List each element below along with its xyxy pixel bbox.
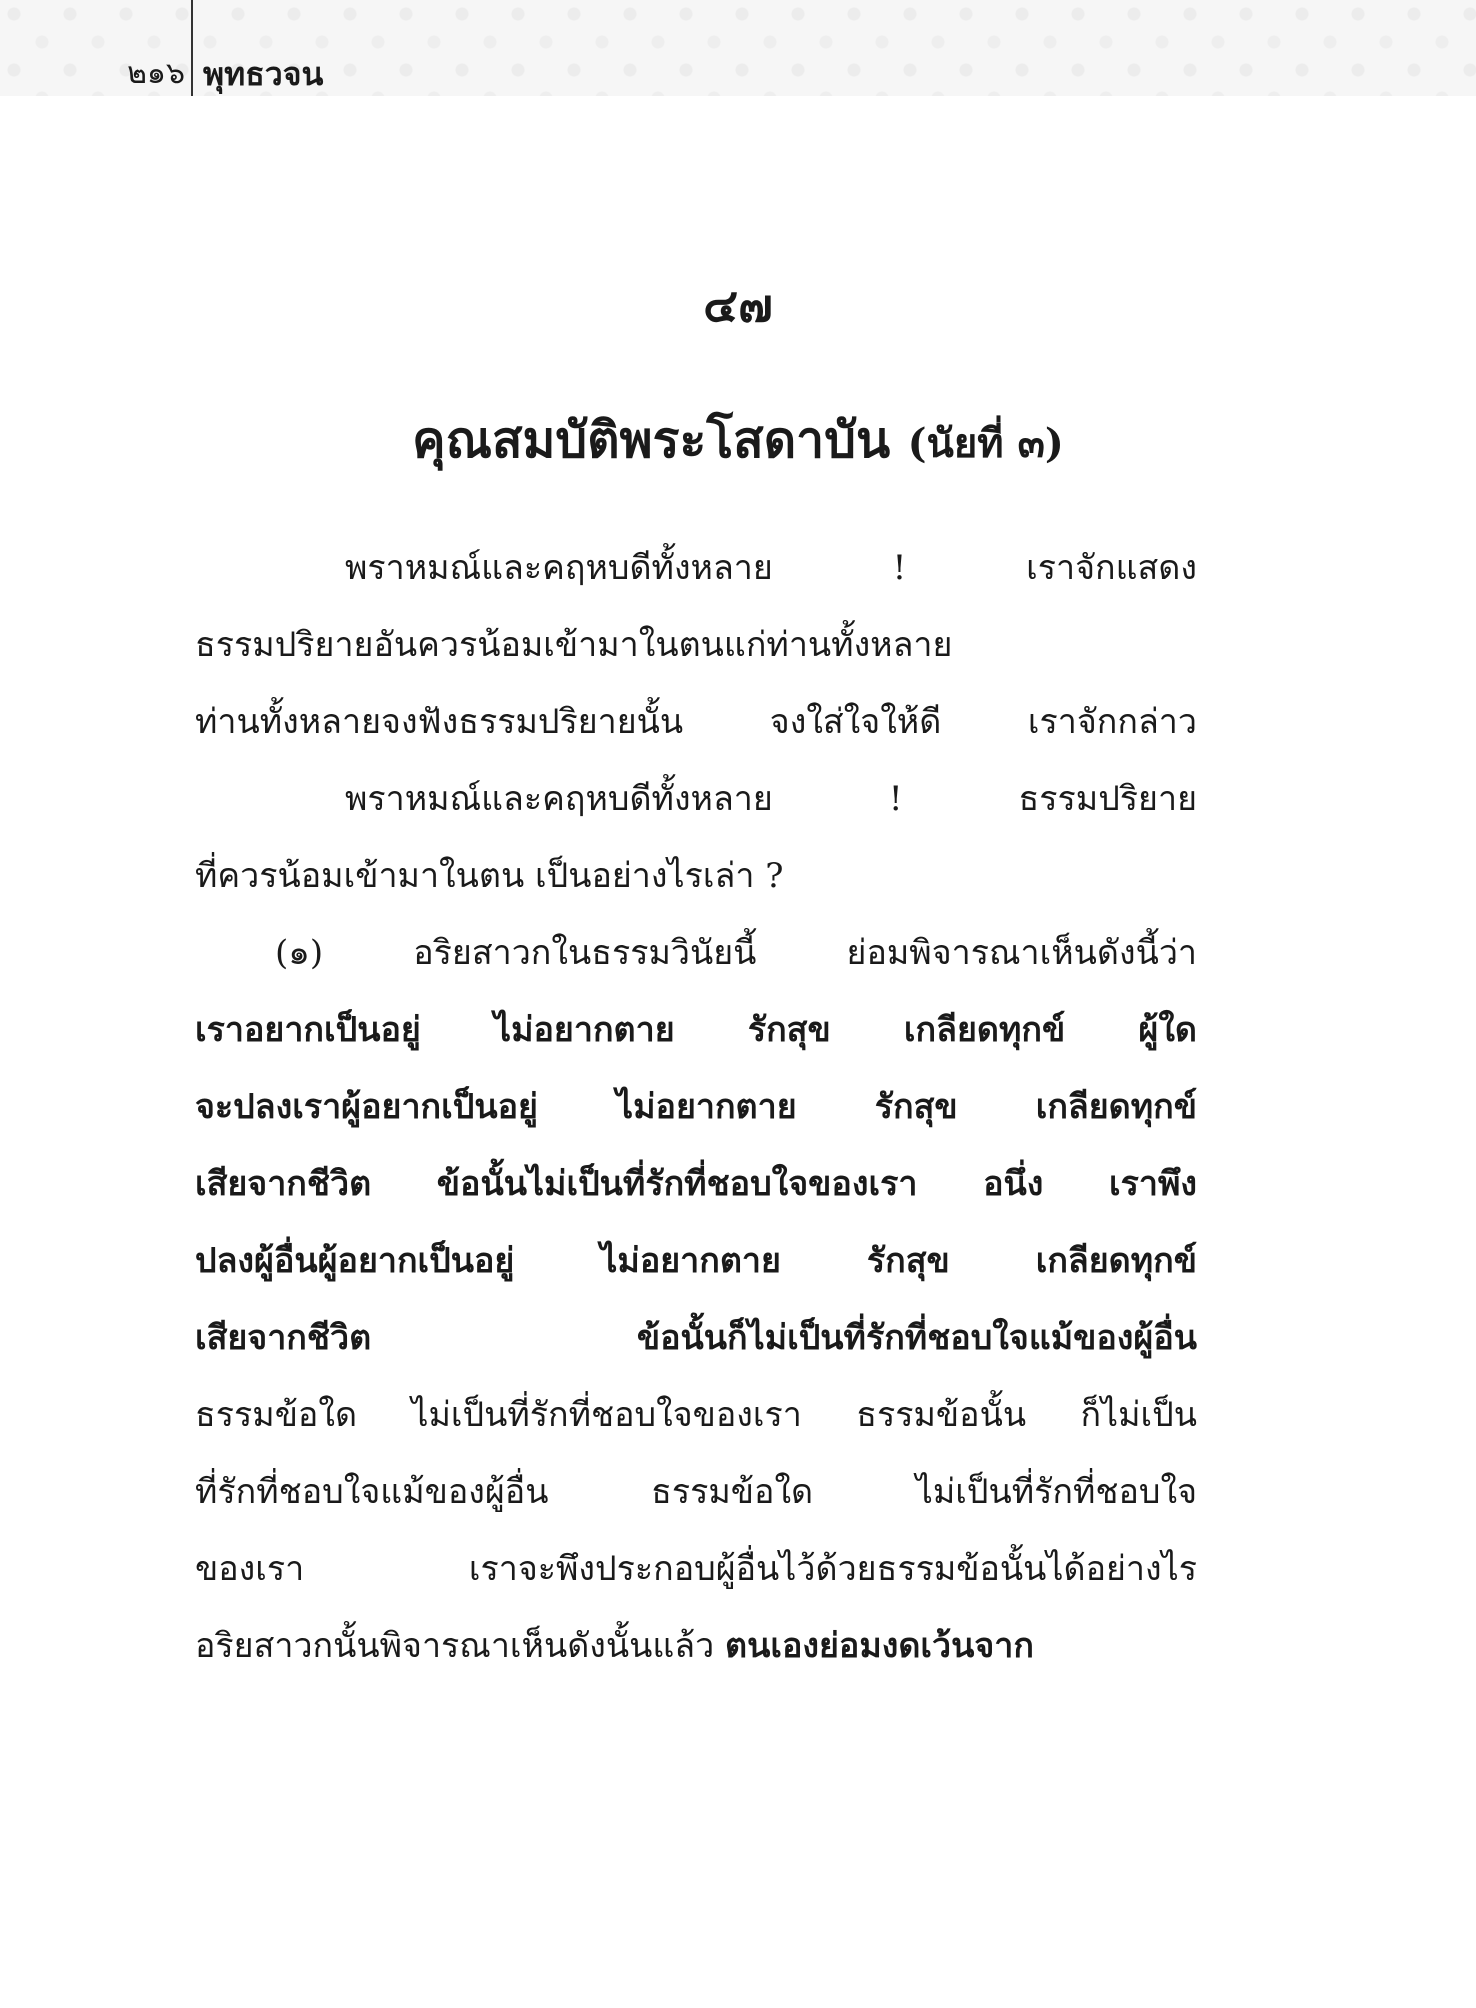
text-line: ของเรา เราจะพึงประกอบผู้อื่นไว้ด้วยธรรมข้อนั้นได้อย่างไร	[195, 1549, 1197, 1589]
text-line: ท่านทั้งหลายจงฟังธรรมปริยายนั้น จงใส่ใจให้ดี เราจักกล่าว	[195, 702, 1197, 742]
chapter-title-main: คุณสมบัติพระโสดาบัน	[412, 410, 891, 469]
text-line: ธรรมข้อใด ไม่เป็นที่รักที่ชอบใจของเรา ธรรมข้อนั้น ก็ไม่เป็น	[195, 1395, 1197, 1435]
body-text	[195, 530, 1197, 1685]
text-line: พราหมณ์และคฤหบดีทั้งหลาย ! เราจักแสดง	[345, 548, 1197, 588]
page-number: ๒๑๖	[127, 56, 185, 91]
text-line-bold: ตนเองย่อมงดเว้นจาก	[725, 1626, 1034, 1666]
text-line: ที่ควรน้อมเข้ามาในตน เป็นอย่างไรเล่า ?	[195, 856, 784, 896]
chapter-title-subtitle: (นัยที่ ๓)	[907, 420, 1064, 467]
chapter-number: ๔๗	[703, 278, 773, 332]
text-line: เสียจากชีวิต ข้อนั้นก็ไม่เป็นที่รักที่ชอบใจแม้ของผู้อื่น	[195, 1318, 1197, 1358]
text-line: ปลงผู้อื่นผู้อยากเป็นอยู่ ไม่อยากตาย รักสุข เกลียดทุกข์	[195, 1241, 1197, 1281]
text-line: (๑) อริยสาวกในธรรมวินัยนี้ ย่อมพิจารณาเห็นดังนี้ว่า	[275, 933, 1197, 973]
running-title: พุทธวจน	[203, 55, 324, 93]
text-line: จะปลงเราผู้อยากเป็นอยู่ ไม่อยากตาย รักสุข เกลียดทุกข์	[195, 1087, 1197, 1127]
text-line: ที่รักที่ชอบใจแม้ของผู้อื่น ธรรมข้อใด ไม่เป็นที่รักที่ชอบใจ	[195, 1472, 1197, 1512]
text-line: พราหมณ์และคฤหบดีทั้งหลาย ! ธรรมปริยาย	[345, 779, 1197, 819]
text-line-regular: อริยสาวกนั้นพิจารณาเห็นดังนั้นแล้ว	[195, 1626, 726, 1666]
text-line	[195, 1608, 1197, 1685]
chapter-title	[200, 400, 1276, 480]
text-line: เราอยากเป็นอยู่ ไม่อยากตาย รักสุข เกลียดทุกข์ ผู้ใด	[195, 1010, 1197, 1050]
text-line: เสียจากชีวิต ข้อนั้นไม่เป็นที่รักที่ชอบใจของเรา อนึ่ง เราพึง	[195, 1164, 1197, 1204]
text-line: ธรรมปริยายอันควรน้อมเข้ามาในตนแก่ท่านทั้งหลาย	[195, 625, 953, 665]
header-divider	[191, 0, 193, 96]
